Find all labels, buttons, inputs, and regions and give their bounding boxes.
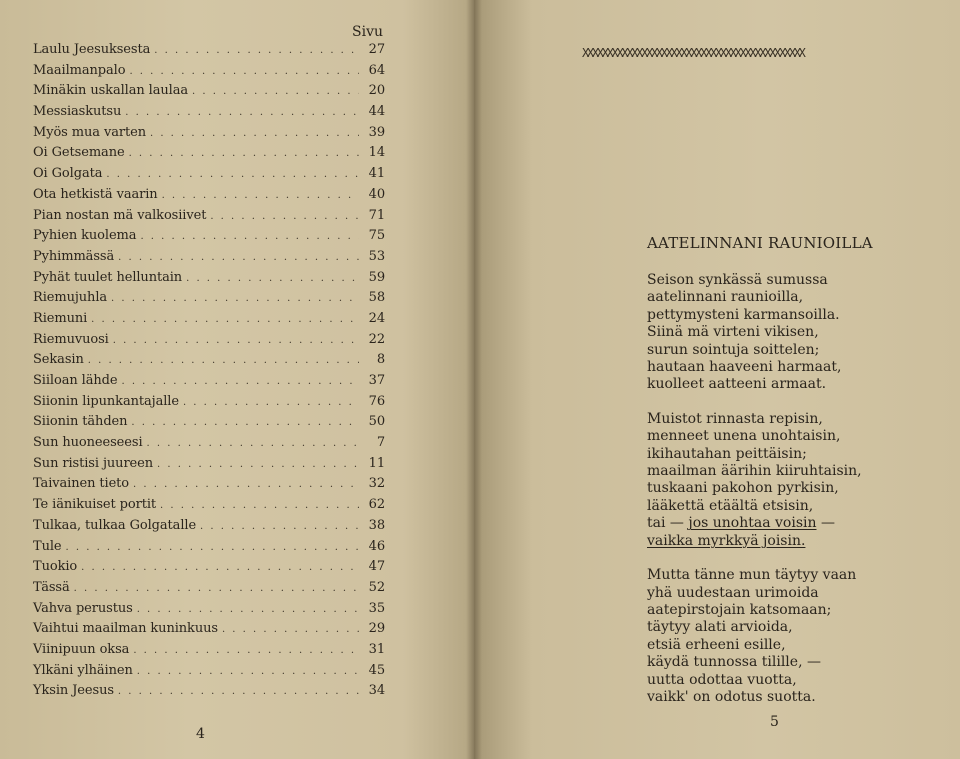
toc-entry-page: 32 — [368, 476, 385, 492]
poem-line: menneet unena unohtaisin, — [647, 428, 841, 445]
toc-entry — [33, 497, 385, 518]
toc-entry-title: Pian nostan mä valkosiivet — [33, 207, 207, 223]
toc-entry-title: Sun huoneeseesi — [33, 435, 143, 451]
poem-line: kuolleet aatteeni armaat. — [647, 376, 827, 393]
toc-leader-dots — [186, 273, 359, 284]
toc-leader-dots — [88, 355, 359, 366]
toc-entry-page: 76 — [368, 393, 385, 409]
toc-entry-title: Ylkäni ylhäinen — [33, 662, 133, 678]
toc-entry-title: Pyhimmässä — [33, 248, 115, 264]
toc-entry-page: 27 — [368, 42, 385, 57]
toc-entry-title: Riemujuhla — [33, 290, 108, 306]
book-gutter — [466, 0, 482, 759]
toc-entry — [33, 228, 385, 249]
poem-line: vaikk' on odotus suotta. — [647, 688, 816, 705]
toc-leader-dots — [125, 107, 359, 118]
poem-line: Muistot rinnasta repisin, — [647, 410, 823, 427]
toc-leader-dots — [140, 231, 359, 242]
toc-entry-title: Myös mua varten — [33, 124, 146, 140]
poem-line: hautaan haaveeni harmaat, — [647, 359, 842, 376]
toc-entry — [33, 456, 385, 477]
toc-entry-page: 7 — [376, 435, 385, 451]
toc-entry — [33, 249, 385, 270]
toc-entry — [33, 539, 385, 560]
toc-entry-title: Siionin lipunkantajalle — [33, 393, 179, 409]
toc-entry-title: Pyhien kuolema — [33, 228, 137, 244]
toc-entry-title: Sekasin — [33, 352, 84, 368]
table-of-contents — [33, 42, 385, 704]
poem-line: pettymysteni karmansoilla. — [647, 306, 840, 323]
toc-leader-dots — [147, 438, 359, 449]
toc-entry — [33, 83, 385, 104]
toc-entry-page: 20 — [368, 83, 385, 99]
toc-entry-page: 11 — [368, 455, 385, 471]
toc-entry-page: 52 — [368, 579, 385, 595]
toc-entry — [33, 208, 385, 229]
toc-leader-dots — [137, 604, 359, 615]
toc-entry-page: 47 — [368, 559, 385, 575]
toc-entry — [33, 270, 385, 291]
poem-line: etsiä erheeni esille, — [647, 636, 786, 653]
toc-leader-dots — [192, 86, 359, 97]
poem-line: uutta odottaa vuotta, — [647, 671, 797, 688]
poem-line: surun sointuja soittelen; — [647, 341, 820, 358]
toc-entry-title: Maailmanpalo — [33, 62, 126, 78]
poem-line: täytyy alati arvioida, — [647, 619, 793, 636]
toc-leader-dots — [66, 542, 360, 553]
toc-leader-dots — [131, 417, 359, 428]
toc-leader-dots — [137, 666, 359, 677]
toc-entry — [33, 559, 385, 580]
toc-leader-dots — [113, 335, 359, 346]
toc-entry — [33, 104, 385, 125]
toc-entry-page: 37 — [368, 373, 385, 388]
toc-entry — [33, 414, 385, 435]
poem-body — [647, 272, 947, 723]
toc-entry-page: 59 — [368, 269, 385, 285]
toc-entry-page: 64 — [368, 62, 385, 78]
poem-line — [647, 515, 947, 532]
poem-stanza — [647, 567, 947, 706]
poem-line: yhä uudestaan urimoida — [647, 584, 819, 601]
toc-leader-dots — [111, 293, 359, 304]
toc-entry-title: Viinipuun oksa — [33, 641, 130, 657]
toc-entry-title: Tule — [33, 538, 62, 554]
toc-entry — [33, 394, 385, 415]
toc-entry-page: 8 — [376, 352, 385, 368]
toc-entry-title: Taivainen tieto — [33, 476, 130, 492]
line-fragment: tai — — [647, 515, 689, 532]
toc-entry-title: Vahva perustus — [33, 600, 133, 616]
toc-entry — [33, 373, 385, 394]
poem-line: maailman äärihin kiiruhtaisin, — [647, 463, 862, 480]
toc-entry — [33, 601, 385, 622]
line-fragment: — — [816, 515, 835, 532]
poem-stanza — [647, 411, 947, 550]
poem-line: Mutta tänne mun täytyy vaan — [647, 567, 857, 584]
toc-entry-title: Tulkaa, tulkaa Golgatalle — [33, 517, 197, 533]
toc-leader-dots — [133, 645, 359, 656]
poem-title: AATELINNANI RAUNIOILLA — [647, 234, 873, 252]
toc-leader-dots — [133, 479, 359, 490]
toc-entry — [33, 311, 385, 332]
toc-entry-title: Laulu Jeesuksesta — [33, 42, 151, 57]
toc-entry-title: Oi Golgata — [33, 166, 103, 182]
toc-entry-page: 22 — [368, 331, 385, 347]
toc-entry-page: 45 — [368, 662, 385, 678]
toc-leader-dots — [200, 521, 359, 532]
toc-entry-title: Vaihtui maailman kuninkuus — [33, 621, 218, 637]
toc-leader-dots — [162, 190, 359, 201]
toc-entry — [33, 683, 385, 704]
toc-entry-title: Pyhät tuulet helluntain — [33, 269, 183, 285]
toc-leader-dots — [81, 562, 359, 573]
underlined-phrase: vaikka myrkkyä joisin. — [647, 532, 806, 549]
poem-line: aatelinnani raunioilla, — [647, 289, 804, 306]
toc-entry-page: 31 — [368, 641, 385, 657]
poem-line: aatepirstojain katsomaan; — [647, 601, 832, 618]
toc-leader-dots — [118, 686, 359, 697]
poem-line — [647, 533, 947, 550]
poem-line: käydä tunnossa tilille, — — [647, 654, 821, 671]
toc-entry-title: Siiloan lähde — [33, 373, 118, 388]
toc-leader-dots — [222, 624, 359, 635]
toc-entry — [33, 352, 385, 373]
toc-entry-page: 53 — [368, 248, 385, 264]
underlined-phrase: jos unohtaa voisin — [688, 515, 817, 532]
left-page — [0, 0, 474, 759]
toc-entry-title: Minäkin uskallan laulaa — [33, 83, 189, 99]
toc-entry-page: 29 — [368, 621, 385, 637]
toc-entry-page: 14 — [368, 145, 385, 161]
toc-entry-page: 46 — [368, 538, 385, 554]
toc-leader-dots — [106, 169, 359, 180]
toc-entry-title: Riemuvuosi — [33, 331, 109, 347]
toc-entry — [33, 476, 385, 497]
ornament-row: XXXXXXXXXXXXXXXXXXXXXXXXXXXXXXXXXXXXXXXXXXXXX — [582, 46, 804, 60]
toc-entry-page: 35 — [368, 600, 385, 616]
toc-entry — [33, 642, 385, 663]
toc-entry-page: 71 — [368, 207, 385, 223]
poem-line: lääkettä etäältä etsisin, — [647, 497, 814, 514]
toc-entry — [33, 518, 385, 539]
toc-leader-dots — [118, 252, 359, 263]
toc-leader-dots — [129, 148, 359, 159]
toc-entry-page: 44 — [368, 104, 385, 120]
toc-entry — [33, 187, 385, 208]
poem-line: tuskaani pakohon pyrkisin, — [647, 480, 839, 497]
toc-entry-page: 75 — [368, 228, 385, 244]
toc-entry-page: 34 — [368, 683, 385, 699]
toc-entry — [33, 125, 385, 146]
toc-entry — [33, 580, 385, 601]
toc-leader-dots — [183, 397, 359, 408]
poem-line: Siinä mä virteni vikisen, — [647, 324, 819, 341]
toc-leader-dots — [150, 128, 359, 139]
toc-entry-title: Oi Getsemane — [33, 145, 125, 161]
right-page-number: 5 — [770, 714, 779, 730]
page-column-heading: Sivu — [352, 24, 383, 40]
toc-leader-dots — [121, 376, 359, 387]
right-page — [474, 0, 960, 759]
toc-entry-title: Riemuni — [33, 310, 88, 326]
poem-line: ikihautahan peittäisin; — [647, 445, 807, 462]
toc-entry-page: 62 — [368, 497, 385, 513]
toc-entry — [33, 63, 385, 84]
toc-entry-page: 58 — [368, 290, 385, 306]
toc-entry-title: Te iänikuiset portit — [33, 497, 157, 513]
toc-entry-title: Tässä — [33, 579, 70, 595]
toc-leader-dots — [210, 211, 359, 222]
poem-stanza — [647, 272, 947, 394]
toc-entry-title: Tuokio — [33, 559, 78, 575]
toc-entry-title: Yksin Jeesus — [33, 683, 114, 699]
toc-leader-dots — [157, 459, 359, 470]
toc-leader-dots — [91, 314, 359, 325]
toc-entry-title: Messiaskutsu — [33, 104, 122, 120]
toc-entry-title: Ota hetkistä vaarin — [33, 186, 158, 202]
toc-entry-title: Sun ristisi juureen — [33, 455, 154, 471]
toc-entry — [33, 435, 385, 456]
toc-entry-page: 40 — [368, 186, 385, 202]
poem-line: Seison synkässä sumussa — [647, 272, 828, 288]
toc-entry — [33, 663, 385, 684]
toc-entry-page: 41 — [368, 166, 385, 182]
toc-leader-dots — [160, 500, 359, 511]
toc-entry — [33, 332, 385, 353]
toc-leader-dots — [154, 45, 359, 56]
toc-leader-dots — [74, 583, 359, 594]
left-page-number: 4 — [196, 726, 205, 742]
toc-entry — [33, 621, 385, 642]
toc-entry — [33, 145, 385, 166]
toc-leader-dots — [129, 66, 359, 77]
toc-entry-page: 38 — [368, 517, 385, 533]
toc-entry — [33, 166, 385, 187]
toc-entry-page: 39 — [368, 124, 385, 140]
toc-entry — [33, 42, 385, 63]
toc-entry-page: 24 — [368, 310, 385, 326]
toc-entry — [33, 290, 385, 311]
toc-entry-page: 50 — [368, 414, 385, 430]
toc-entry-title: Siionin tähden — [33, 414, 128, 430]
